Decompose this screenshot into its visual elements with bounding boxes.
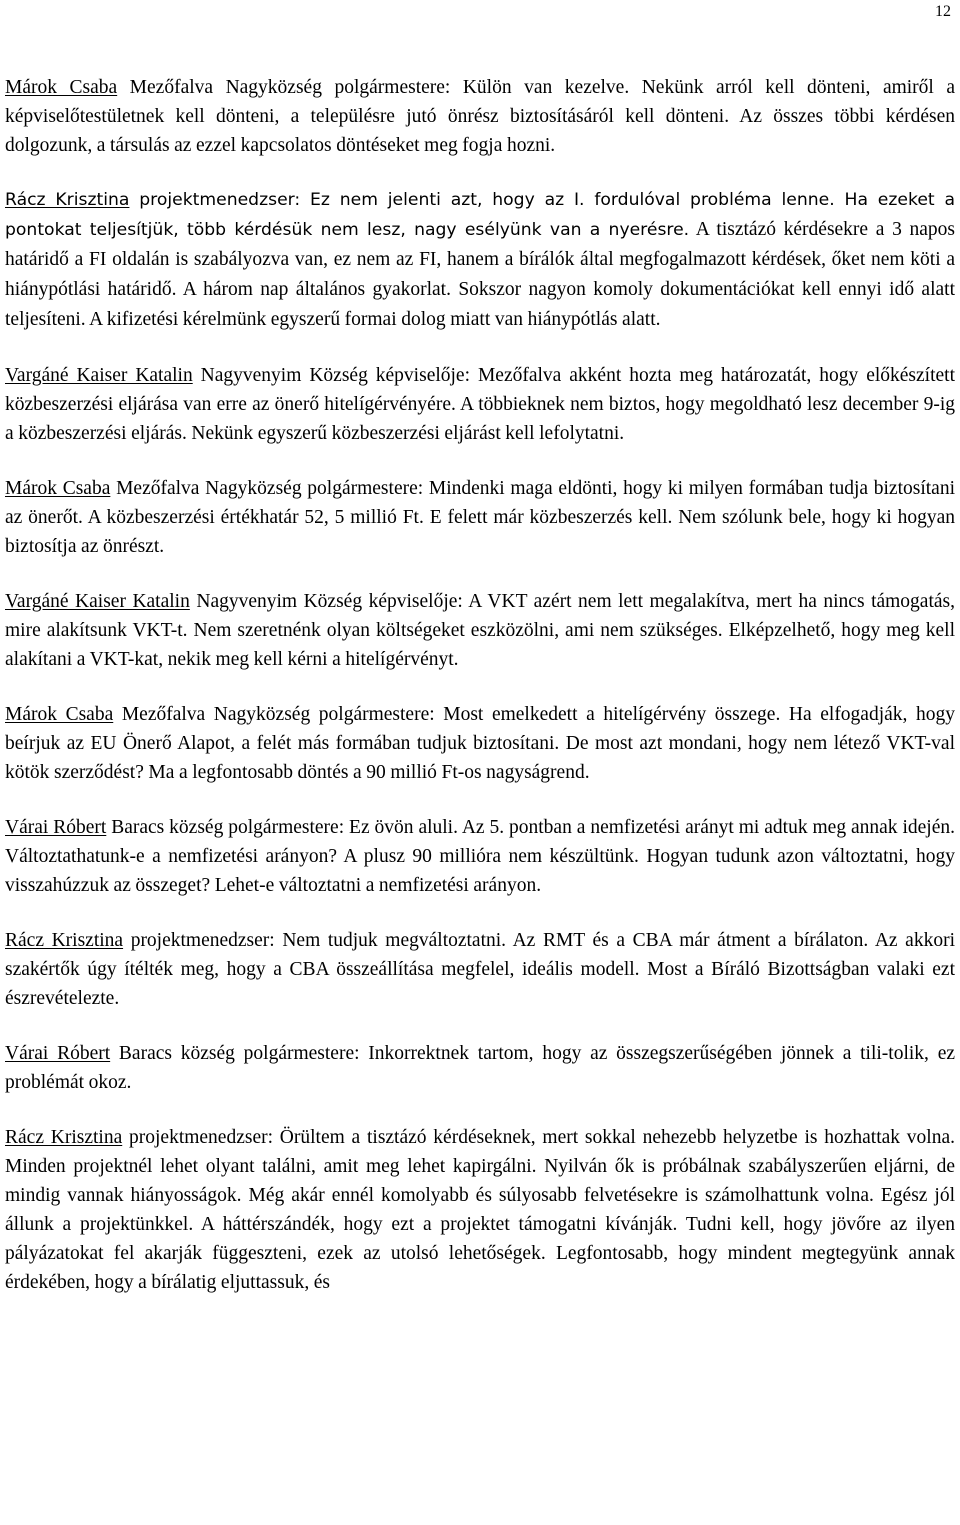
paragraph-text: projektmenedzser: Ez nem jelenti azt, hogy az I. fordulóval probléma lenne. Ha ezeket a pontokat teljesítjük, több kérdésük nem lesz, nagy esélyünk van a nyerésre. [5, 190, 955, 240]
paragraph-4 [5, 474, 955, 561]
speaker-name: Márok Csaba [5, 478, 111, 499]
speaker-name: Rácz Krisztina [5, 190, 130, 210]
paragraph-text: projektmenedzser: Nem tudjuk megváltoztatni. Az RMT és a CBA már átment a bírálaton. Az akkori szakértők úgy ítélték meg, hogy a CBA összeállítása megfelel, ideális modell. Most a Bíráló Bizottságban valaki ezt észrevételezte. [5, 930, 955, 1009]
paragraph-text-continued: dönteni, amiről a képviselőtestületnek kell dönteni, a településre jutó önrész biztosításáról kell dönteni. Az összes többi kérdésen dolgozunk, a társulás az ezzel kapcsolatos döntéseket meg fogja hozni. [5, 77, 956, 156]
paragraph-7 [5, 813, 955, 900]
paragraph-text: Mezőfalva Nagyközség polgármestere: Külön van kezelve. Nekünk arról kell [117, 77, 795, 98]
paragraph-text: Nagyvenyim Község képviselője: Mezőfalva akként hozta meg határozatát, hogy előkészített közbeszerzési eljárása van erre az önerő hitelígérvényére. A többieknek nem biztos, hogy megoldható lesz december 9-ig a közbeszerzési eljárás. Nekünk egyszerű közbeszerzési eljárást kell lefolytatni. [5, 365, 955, 444]
paragraph-1 [5, 73, 955, 160]
speaker-name: Vargáné Kaiser Katalin [5, 591, 190, 612]
page-number: 12 [935, 3, 951, 20]
paragraph-5 [5, 587, 955, 674]
paragraph-9 [5, 1039, 955, 1097]
paragraph-text: Mezőfalva Nagyközség polgármestere: Most emelkedett a hitelígérvény összege. Ha elfogadják, hogy beírjuk az EU Önerő Alapot, a felét más formában tudjuk biztosítani. De most azt mondani, hogy nem létező VKT-val kötök szerződést? Ma a legfontosabb döntés a 90 millió Ft-os nagyságrend. [5, 704, 956, 783]
paragraph-10 [5, 1123, 955, 1297]
paragraph-text: Baracs község polgármestere: Inkorrektnek tartom, hogy az összegszerűségében jönnek a tili-tolik, ez problémát okoz. [5, 1043, 956, 1093]
paragraph-8 [5, 926, 955, 1013]
speaker-name: Rácz Krisztina [5, 930, 124, 951]
speaker-name: Rácz Krisztina [5, 1127, 123, 1148]
paragraph-2 [5, 186, 955, 335]
paragraph-text: Baracs község polgármestere: Ez övön aluli. Az 5. pontban a nemfizetési arányt mi adtuk meg annak idején. Változtathatunk-e a nemfizetési arányon? A plusz 90 millióra nem készültünk. Hogyan tudunk azon változtatni, hogy visszahúzzuk az összeget? Lehet-e változtatni a nemfizetési arányon. [5, 817, 955, 896]
speaker-name: Márok Csaba [5, 77, 118, 98]
document-body [5, 73, 955, 1323]
paragraph-6 [5, 700, 955, 787]
paragraph-text: projektmenedzser: Örültem a tisztázó kérdéseknek, mert sokkal nehezebb helyzetbe is hozhattak volna. Minden projektnél lehet olyant találni, amit meg lehet kapirgálni. Nyilván ők is próbálnak szabályszerűen eljárni, de mindig vannak hiányosságok. Még akár ennél komolyabb és súlyosabb felvetésekre is számolhattunk volna. Egész jól állunk a projektünkkel. A háttérszándék, hogy ezt a projektet támogatni kívánják. Tudni kell, hogy jövőre az ilyen pályázatokat fel akarják függeszteni, ezek az utolsó lehetőségek. Legfontosabb, hogy mindent megtegyünk annak érdekében, hogy a bírálatig eljuttassuk, és [5, 1127, 956, 1293]
paragraph-text: Nagyvenyim Község képviselője: A VKT azért nem lett megalakítva, mert ha nincs támogatás, mire alakítsunk VKT-t. Nem szeretnénk olyan költségeket eszközölni, ami nem szükséges. Elképzelhető, hogy meg kell alakítani a VKT-kat, nekik meg kell kérni a hitelígérvényt. [5, 591, 955, 670]
speaker-name: Várai Róbert [5, 817, 107, 838]
paragraph-text-continued: A tisztázó kérdésekre a 3 napos határidő a FI oldalán is szabályozva van, ez nem az FI, hanem a bírálók által megfogalmazott kérdések, őket nem köti a hiánypótlási határidő. A három nap általános gyakorlat. Sokszor nagyon komoly dokumentációkat kell ennyi idő alatt teljesíteni. A kifizetési kérelmünk egyszerű formai dolog miatt van hiánypótlás alatt. [5, 219, 955, 330]
paragraph-3 [5, 361, 955, 448]
speaker-name: Várai Róbert [5, 1043, 111, 1064]
speaker-name: Márok Csaba [5, 704, 114, 725]
paragraph-text: Mezőfalva Nagyközség polgármestere: Mindenki maga eldönti, hogy ki milyen formában tudja biztosítani az önerőt. A közbeszerzési értékhatár 52, 5 millió Ft. E felett már közbeszerzés kell. Nem szólunk bele, hogy ki hogyan biztosítja az önrészt. [5, 478, 956, 557]
speaker-name: Vargáné Kaiser Katalin [5, 365, 193, 386]
